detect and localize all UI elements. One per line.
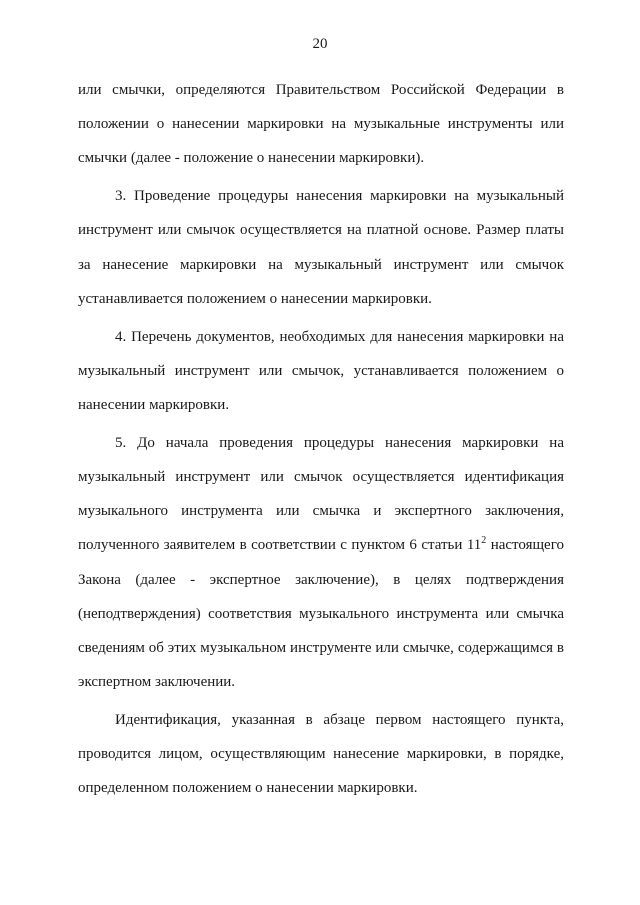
paragraph-item-3: 3. Проведение процедуры нанесения маркировки на музыкальный инструмент или смычок осуществляется на платной основе. Размер платы за нанесение маркировки на музыкальный инструмент или смычок устанавливается положением о нанесении маркировки. <box>78 188 564 307</box>
paragraph-item-5-text-before: 5. До начала проведения процедуры нанесения маркировки на музыкальный инструмент или смычок осуществляется идентификация музыкального инструмента или смычка и экспертного заключения, полученного заявителем в соответствии с пунктом 6 статьи 11 <box>78 434 564 554</box>
paragraph-item-5-text-after: настоящего Закона (далее - экспертное заключение), в целях подтверждения (неподтверждения) соответствия музыкального инструмента или смычка сведениям об этих музыкальном инструменте или смычке, содержащимся в экспертном заключении. <box>78 537 564 691</box>
document-body <box>78 73 564 806</box>
paragraph-item-4: 4. Перечень документов, необходимых для нанесения маркировки на музыкальный инструмент или смычок, устанавливается положением о нанесении маркировки. <box>78 328 564 414</box>
paragraph-item-5 <box>78 426 564 700</box>
paragraph-identification: Идентификация, указанная в абзаце первом настоящего пункта, проводится лицом, осуществляющим нанесение маркировки, в порядке, определенном положением о нанесении маркировки. <box>78 712 564 797</box>
paragraph-continuation: или смычки, определяются Правительством Российской Федерации в положении о нанесении маркировки на музыкальные инструменты или смычки (далее - положение о нанесении маркировки). <box>78 82 564 167</box>
article-superscript: 2 <box>481 535 487 547</box>
page-number: 20 <box>312 36 328 52</box>
